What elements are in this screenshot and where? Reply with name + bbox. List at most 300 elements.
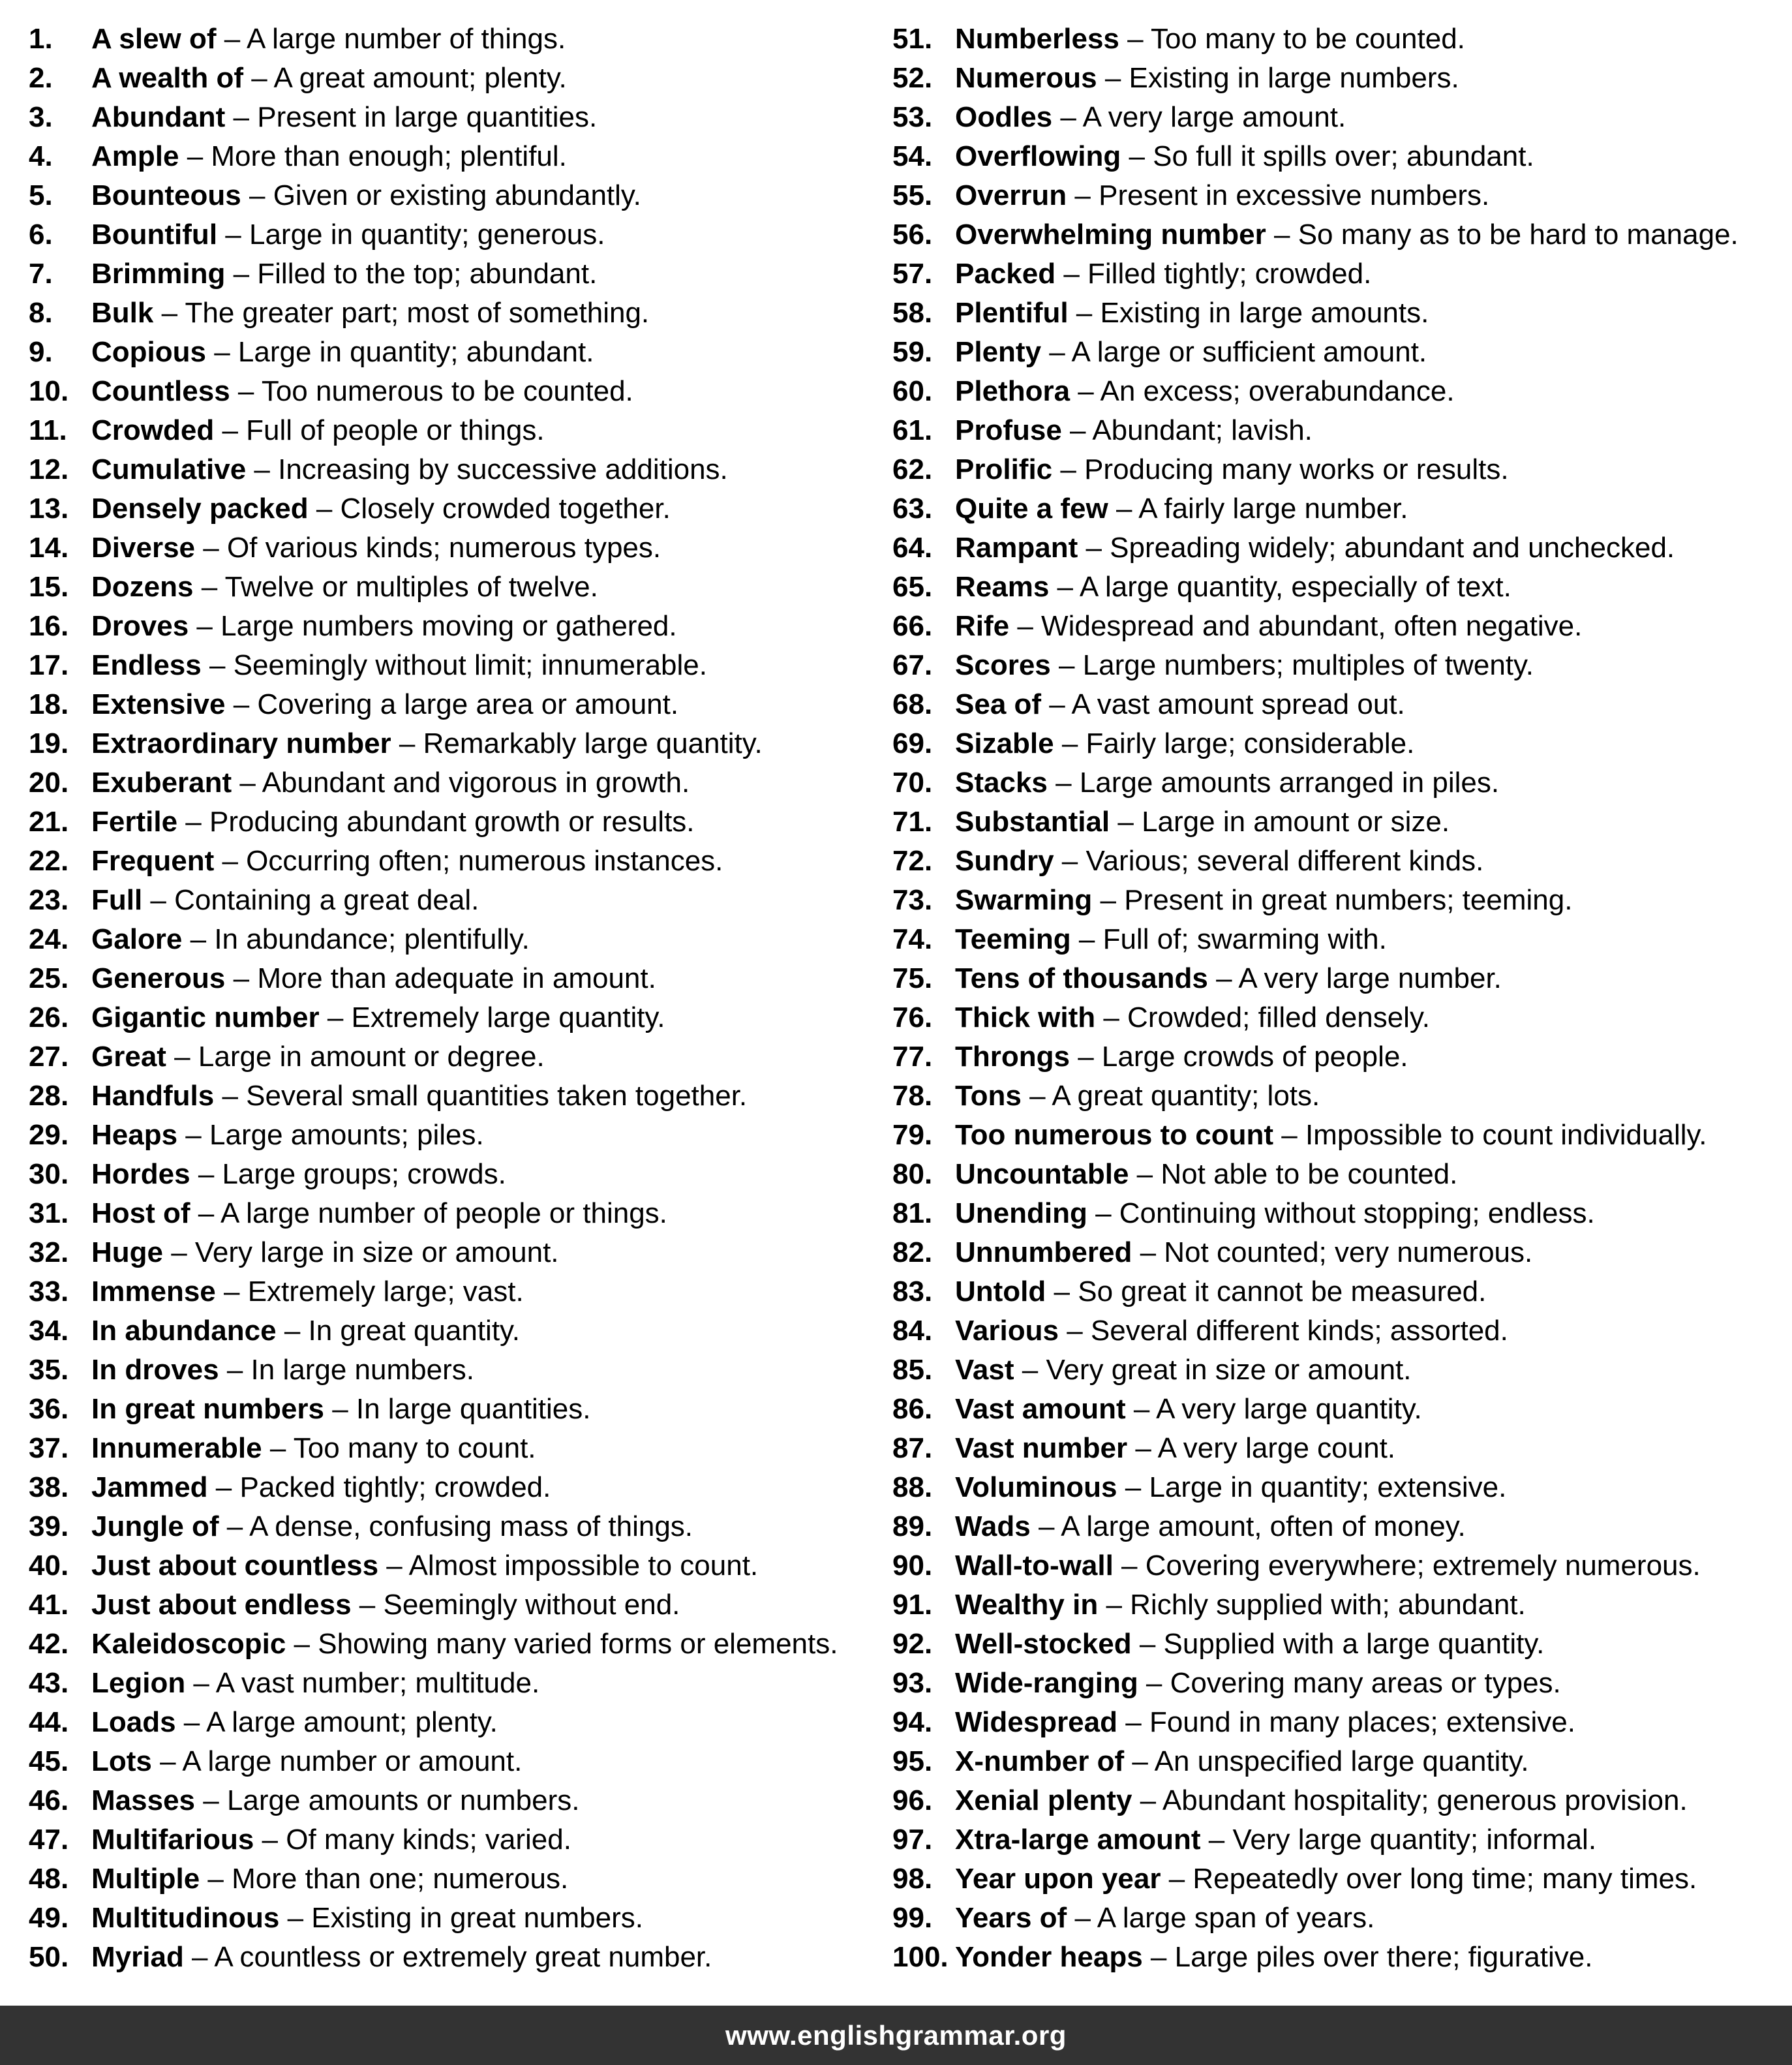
item-separator: – bbox=[1129, 1158, 1161, 1190]
list-item bbox=[892, 137, 1786, 176]
item-term: Huge bbox=[91, 1236, 163, 1268]
item-term: Year upon year bbox=[955, 1863, 1161, 1895]
item-separator: – bbox=[1161, 1863, 1193, 1895]
item-definition: Too many to be counted. bbox=[1151, 23, 1465, 55]
item-definition: Abundant; lavish. bbox=[1092, 414, 1313, 446]
item-definition: Too many to count. bbox=[293, 1432, 536, 1464]
item-term: Hordes bbox=[91, 1158, 190, 1190]
item-term: Vast amount bbox=[955, 1393, 1126, 1425]
item-text bbox=[91, 1155, 506, 1194]
item-definition: Large amounts arranged in piles. bbox=[1079, 767, 1500, 799]
item-definition: A vast number; multitude. bbox=[215, 1667, 540, 1699]
item-term: Overflowing bbox=[955, 140, 1121, 172]
item-separator: – bbox=[1113, 1550, 1146, 1582]
item-separator: – bbox=[232, 767, 262, 799]
item-term: Overwhelming number bbox=[955, 219, 1266, 251]
item-text bbox=[955, 1390, 1422, 1429]
list-item bbox=[892, 176, 1786, 215]
item-separator: – bbox=[1110, 806, 1142, 838]
list-item bbox=[29, 1781, 877, 1820]
item-number: 16. bbox=[29, 610, 69, 642]
item-separator: – bbox=[219, 1354, 251, 1386]
item-number: 96. bbox=[892, 1784, 933, 1816]
item-text bbox=[91, 1390, 590, 1429]
item-separator: – bbox=[153, 297, 185, 329]
item-number: 51. bbox=[892, 23, 933, 55]
item-number: 40. bbox=[29, 1550, 69, 1582]
item-definition: More than enough; plentiful. bbox=[211, 140, 567, 172]
item-separator: – bbox=[1142, 1941, 1175, 1973]
item-number: 50. bbox=[29, 1941, 69, 1973]
item-number: 77. bbox=[892, 1041, 933, 1073]
item-text bbox=[955, 528, 1675, 568]
item-term: Innumerable bbox=[91, 1432, 262, 1464]
item-separator: – bbox=[1200, 1824, 1233, 1856]
item-text bbox=[955, 763, 1499, 803]
item-number: 47. bbox=[29, 1824, 69, 1856]
item-number: 86. bbox=[892, 1393, 933, 1425]
item-definition: So many as to be hard to manage. bbox=[1298, 219, 1739, 251]
list-item bbox=[892, 1546, 1786, 1585]
item-number: 62. bbox=[892, 453, 933, 485]
item-separator: – bbox=[214, 414, 247, 446]
item-term: Handfuls bbox=[91, 1080, 215, 1112]
item-text bbox=[91, 98, 597, 137]
item-definition: Not able to be counted. bbox=[1161, 1158, 1458, 1190]
list-item bbox=[892, 1155, 1786, 1194]
item-term: Voluminous bbox=[955, 1471, 1117, 1503]
item-text bbox=[955, 724, 1414, 763]
item-term: Years of bbox=[955, 1902, 1067, 1934]
list-item bbox=[29, 920, 877, 959]
item-number: 37. bbox=[29, 1432, 69, 1464]
item-term: Host of bbox=[91, 1197, 190, 1229]
item-separator: – bbox=[1046, 1276, 1078, 1308]
item-number: 43. bbox=[29, 1667, 69, 1699]
item-number: 90. bbox=[892, 1550, 933, 1582]
item-definition: Richly supplied with; abundant. bbox=[1130, 1589, 1526, 1621]
list-item bbox=[29, 842, 877, 881]
item-text bbox=[91, 215, 605, 254]
item-definition: Found in many places; extensive. bbox=[1149, 1706, 1575, 1738]
item-term: Galore bbox=[91, 923, 183, 955]
item-term: A wealth of bbox=[91, 62, 244, 94]
item-text bbox=[955, 59, 1459, 98]
item-text bbox=[91, 1194, 667, 1233]
item-number: 39. bbox=[29, 1510, 69, 1542]
item-definition: Of many kinds; varied. bbox=[286, 1824, 571, 1856]
list-item bbox=[892, 803, 1786, 842]
list-item bbox=[892, 1820, 1786, 1859]
item-term: Bounteous bbox=[91, 179, 241, 211]
item-separator: – bbox=[1070, 375, 1101, 407]
item-definition: More than one; numerous. bbox=[232, 1863, 569, 1895]
item-definition: Crowded; filled densely. bbox=[1127, 1002, 1430, 1033]
list-item bbox=[29, 803, 877, 842]
item-definition: Occurring often; numerous instances. bbox=[246, 845, 723, 877]
item-separator: – bbox=[190, 1197, 221, 1229]
item-definition: In large quantities. bbox=[356, 1393, 591, 1425]
item-text bbox=[955, 294, 1429, 333]
item-definition: Full of; swarming with. bbox=[1102, 923, 1387, 955]
item-separator: – bbox=[1054, 727, 1086, 759]
item-text bbox=[91, 294, 649, 333]
list-item bbox=[29, 215, 877, 254]
item-separator: – bbox=[1117, 1706, 1149, 1738]
item-number: 6. bbox=[29, 219, 53, 251]
item-number: 76. bbox=[892, 1002, 933, 1033]
item-separator: – bbox=[1047, 767, 1080, 799]
list-item bbox=[29, 1625, 877, 1664]
item-text bbox=[955, 568, 1511, 607]
list-item bbox=[892, 1703, 1786, 1742]
item-term: Droves bbox=[91, 610, 189, 642]
item-number: 81. bbox=[892, 1197, 933, 1229]
item-separator: – bbox=[1131, 1628, 1164, 1660]
item-text bbox=[955, 176, 1489, 215]
item-text bbox=[91, 1859, 568, 1899]
item-number: 18. bbox=[29, 688, 69, 720]
list-item bbox=[29, 1233, 877, 1272]
item-term: Swarming bbox=[955, 884, 1093, 916]
item-number: 63. bbox=[892, 493, 933, 525]
item-number: 31. bbox=[29, 1197, 69, 1229]
item-number: 57. bbox=[892, 258, 933, 290]
item-number: 58. bbox=[892, 297, 933, 329]
list-item bbox=[29, 1742, 877, 1781]
item-number: 41. bbox=[29, 1589, 69, 1621]
item-text bbox=[91, 1899, 643, 1938]
item-number: 20. bbox=[29, 767, 69, 799]
list-item bbox=[29, 959, 877, 998]
item-number: 56. bbox=[892, 219, 933, 251]
item-separator: – bbox=[308, 493, 341, 525]
item-number: 36. bbox=[29, 1393, 69, 1425]
list-item bbox=[29, 646, 877, 685]
item-number: 55. bbox=[892, 179, 933, 211]
item-text bbox=[955, 450, 1509, 489]
list-item bbox=[29, 333, 877, 372]
item-text bbox=[955, 215, 1739, 254]
list-item bbox=[29, 254, 877, 294]
list-item bbox=[29, 1507, 877, 1546]
list-item bbox=[892, 1311, 1786, 1351]
list-item bbox=[892, 646, 1786, 685]
item-term: Quite a few bbox=[955, 493, 1108, 525]
item-text bbox=[91, 1938, 712, 1977]
item-term: Uncountable bbox=[955, 1158, 1129, 1190]
item-number: 21. bbox=[29, 806, 69, 838]
item-number: 71. bbox=[892, 806, 933, 838]
list-item bbox=[29, 528, 877, 568]
item-term: Too numerous to count bbox=[955, 1119, 1274, 1151]
list-item bbox=[29, 1468, 877, 1507]
item-definition: Several different kinds; assorted. bbox=[1090, 1315, 1508, 1347]
item-text bbox=[955, 1272, 1486, 1311]
item-term: Just about endless bbox=[91, 1589, 352, 1621]
list-item bbox=[892, 254, 1786, 294]
list-item bbox=[892, 1938, 1786, 1977]
item-separator: – bbox=[279, 1902, 312, 1934]
item-number: 5. bbox=[29, 179, 53, 211]
item-term: Yonder heaps bbox=[955, 1941, 1143, 1973]
list-item bbox=[29, 1390, 877, 1429]
item-term: Heaps bbox=[91, 1119, 178, 1151]
list-item bbox=[892, 411, 1786, 450]
item-definition: A large number of things. bbox=[247, 23, 566, 55]
item-term: Various bbox=[955, 1315, 1059, 1347]
item-definition: Existing in large numbers. bbox=[1129, 62, 1459, 94]
item-number: 67. bbox=[892, 649, 933, 681]
item-term: Copious bbox=[91, 336, 206, 368]
item-definition: Abundant and vigorous in growth. bbox=[262, 767, 690, 799]
item-number: 79. bbox=[892, 1119, 933, 1151]
item-separator: – bbox=[1119, 23, 1151, 55]
item-definition: A large span of years. bbox=[1097, 1902, 1375, 1934]
item-term: Thick with bbox=[955, 1002, 1096, 1033]
item-text bbox=[91, 803, 695, 842]
item-number: 87. bbox=[892, 1432, 933, 1464]
footer-bar bbox=[0, 2006, 1792, 2065]
item-separator: – bbox=[1071, 923, 1103, 955]
item-separator: – bbox=[214, 845, 247, 877]
item-term: Myriad bbox=[91, 1941, 184, 1973]
footer-url[interactable]: www.englishgrammar.org bbox=[725, 2019, 1067, 2051]
item-text bbox=[91, 568, 598, 607]
item-text bbox=[91, 528, 661, 568]
item-separator: – bbox=[319, 1002, 352, 1033]
item-separator: – bbox=[190, 1158, 222, 1190]
item-text bbox=[955, 1429, 1395, 1468]
item-definition: Repeatedly over long time; many times. bbox=[1192, 1863, 1697, 1895]
item-number: 2. bbox=[29, 62, 53, 94]
list-item bbox=[892, 1272, 1786, 1311]
item-text bbox=[91, 20, 566, 59]
item-definition: Full of people or things. bbox=[246, 414, 545, 446]
item-number: 78. bbox=[892, 1080, 933, 1112]
list-item bbox=[29, 1155, 877, 1194]
item-separator: – bbox=[391, 727, 423, 759]
item-number: 93. bbox=[892, 1667, 933, 1699]
item-text bbox=[955, 20, 1465, 59]
list-item bbox=[892, 724, 1786, 763]
item-definition: Containing a great deal. bbox=[174, 884, 479, 916]
item-term: Vast bbox=[955, 1354, 1014, 1386]
item-text bbox=[91, 1742, 522, 1781]
list-item bbox=[892, 1899, 1786, 1938]
item-definition: Fairly large; considerable. bbox=[1086, 727, 1415, 759]
item-definition: Spreading widely; abundant and unchecked. bbox=[1110, 532, 1675, 564]
list-item bbox=[29, 1899, 877, 1938]
item-definition: Existing in large amounts. bbox=[1100, 297, 1429, 329]
list-item bbox=[29, 1820, 877, 1859]
item-definition: A large or sufficient amount. bbox=[1071, 336, 1427, 368]
list-item bbox=[892, 1585, 1786, 1625]
item-separator: – bbox=[1041, 688, 1072, 720]
item-text bbox=[91, 489, 671, 528]
item-text bbox=[91, 724, 763, 763]
item-number: 8. bbox=[29, 297, 53, 329]
item-separator: – bbox=[151, 1745, 183, 1777]
item-number: 97. bbox=[892, 1824, 933, 1856]
item-term: Numberless bbox=[955, 23, 1119, 55]
item-definition: Present in large quantities. bbox=[257, 101, 598, 133]
item-number: 35. bbox=[29, 1354, 69, 1386]
list-item bbox=[892, 920, 1786, 959]
item-separator: – bbox=[1030, 1510, 1061, 1542]
list-item bbox=[892, 607, 1786, 646]
item-term: Fertile bbox=[91, 806, 178, 838]
list-item bbox=[892, 1037, 1786, 1077]
item-separator: – bbox=[207, 1471, 240, 1503]
item-number: 3. bbox=[29, 101, 53, 133]
item-number: 19. bbox=[29, 727, 69, 759]
item-definition: Supplied with a large quantity. bbox=[1163, 1628, 1545, 1660]
item-term: Loads bbox=[91, 1706, 176, 1738]
item-term: Full bbox=[91, 884, 143, 916]
list-item bbox=[892, 568, 1786, 607]
item-separator: – bbox=[1117, 1471, 1149, 1503]
item-term: Multitudinous bbox=[91, 1902, 280, 1934]
list-item bbox=[892, 1507, 1786, 1546]
item-number: 46. bbox=[29, 1784, 69, 1816]
list-item bbox=[892, 842, 1786, 881]
list-item bbox=[29, 176, 877, 215]
item-separator: – bbox=[219, 1510, 250, 1542]
list-item bbox=[29, 1037, 877, 1077]
item-text bbox=[955, 959, 1502, 998]
item-separator: – bbox=[262, 1432, 294, 1464]
item-number: 45. bbox=[29, 1745, 69, 1777]
item-definition: Widespread and abundant, often negative. bbox=[1041, 610, 1583, 642]
item-text bbox=[91, 411, 545, 450]
item-term: Plentiful bbox=[955, 297, 1069, 329]
list-item bbox=[29, 724, 877, 763]
item-text bbox=[955, 1742, 1529, 1781]
item-text bbox=[91, 842, 723, 881]
list-item bbox=[892, 215, 1786, 254]
item-separator: – bbox=[1078, 532, 1110, 564]
list-item bbox=[29, 489, 877, 528]
item-definition: Impossible to count individually. bbox=[1305, 1119, 1707, 1151]
item-separator: – bbox=[1108, 493, 1139, 525]
item-text bbox=[91, 372, 633, 411]
item-term: Endless bbox=[91, 649, 202, 681]
list-item bbox=[29, 98, 877, 137]
item-separator: – bbox=[1068, 297, 1101, 329]
item-number: 59. bbox=[892, 336, 933, 368]
item-separator: – bbox=[230, 375, 262, 407]
item-definition: Seemingly without limit; innumerable. bbox=[233, 649, 707, 681]
list-item bbox=[29, 1311, 877, 1351]
item-text bbox=[955, 1468, 1506, 1507]
item-text bbox=[955, 489, 1408, 528]
item-separator: – bbox=[1092, 884, 1125, 916]
item-separator: – bbox=[217, 219, 249, 251]
item-term: Plenty bbox=[955, 336, 1042, 368]
item-definition: Very large quantity; informal. bbox=[1232, 1824, 1597, 1856]
item-term: Bountiful bbox=[91, 219, 218, 251]
item-text bbox=[91, 450, 728, 489]
item-separator: – bbox=[1014, 1354, 1046, 1386]
item-separator: – bbox=[185, 1667, 216, 1699]
item-text bbox=[955, 1116, 1707, 1155]
item-separator: – bbox=[1207, 962, 1239, 994]
item-text bbox=[955, 881, 1572, 920]
item-number: 98. bbox=[892, 1863, 933, 1895]
item-definition: Large amounts or numbers. bbox=[226, 1784, 580, 1816]
item-definition: Not counted; very numerous. bbox=[1164, 1236, 1533, 1268]
item-definition: Remarkably large quantity. bbox=[423, 727, 763, 759]
item-text bbox=[955, 1155, 1457, 1194]
item-term: Extensive bbox=[91, 688, 226, 720]
item-number: 44. bbox=[29, 1706, 69, 1738]
item-term: Plethora bbox=[955, 375, 1071, 407]
item-definition: Present in excessive numbers. bbox=[1099, 179, 1490, 211]
item-definition: Large in quantity; abundant. bbox=[237, 336, 594, 368]
item-term: Brimming bbox=[91, 258, 226, 290]
item-definition: Large piles over there; figurative. bbox=[1174, 1941, 1593, 1973]
item-text bbox=[955, 1625, 1544, 1664]
item-separator: – bbox=[1121, 140, 1153, 172]
item-number: 14. bbox=[29, 532, 69, 564]
item-term: Teeming bbox=[955, 923, 1071, 955]
item-term: Crowded bbox=[91, 414, 215, 446]
item-text bbox=[955, 1585, 1526, 1625]
item-definition: Large in amount or degree. bbox=[198, 1041, 545, 1073]
item-text bbox=[955, 646, 1534, 685]
item-definition: Large numbers; multiples of twenty. bbox=[1082, 649, 1534, 681]
item-number: 10. bbox=[29, 375, 69, 407]
item-term: Reams bbox=[955, 571, 1050, 603]
item-number: 53. bbox=[892, 101, 933, 133]
item-term: In great numbers bbox=[91, 1393, 324, 1425]
list-item bbox=[29, 607, 877, 646]
item-term: Masses bbox=[91, 1784, 196, 1816]
item-text bbox=[955, 1781, 1688, 1820]
item-definition: Showing many varied forms or elements. bbox=[318, 1628, 838, 1660]
item-text bbox=[91, 1351, 474, 1390]
item-term: Numerous bbox=[955, 62, 1097, 94]
item-term: Multifarious bbox=[91, 1824, 254, 1856]
list-item bbox=[29, 372, 877, 411]
item-text bbox=[955, 98, 1346, 137]
item-text bbox=[91, 1311, 520, 1351]
item-number: 32. bbox=[29, 1236, 69, 1268]
item-number: 80. bbox=[892, 1158, 933, 1190]
item-text bbox=[955, 1664, 1561, 1703]
list-item bbox=[892, 98, 1786, 137]
item-term: Wealthy in bbox=[955, 1589, 1099, 1621]
item-separator: – bbox=[183, 1941, 215, 1973]
item-separator: – bbox=[225, 258, 258, 290]
list-item bbox=[892, 959, 1786, 998]
item-separator: – bbox=[195, 532, 227, 564]
item-definition: A large number or amount. bbox=[182, 1745, 523, 1777]
item-text bbox=[91, 333, 594, 372]
list-item bbox=[892, 59, 1786, 98]
item-number: 70. bbox=[892, 767, 933, 799]
item-number: 28. bbox=[29, 1080, 69, 1112]
item-separator: – bbox=[1041, 336, 1072, 368]
item-separator: – bbox=[200, 1863, 232, 1895]
item-separator: – bbox=[175, 1706, 207, 1738]
item-definition: Various; several different kinds. bbox=[1086, 845, 1484, 877]
item-separator: – bbox=[254, 1824, 286, 1856]
item-number: 61. bbox=[892, 414, 933, 446]
item-separator: – bbox=[1098, 1589, 1131, 1621]
item-text bbox=[955, 1703, 1575, 1742]
